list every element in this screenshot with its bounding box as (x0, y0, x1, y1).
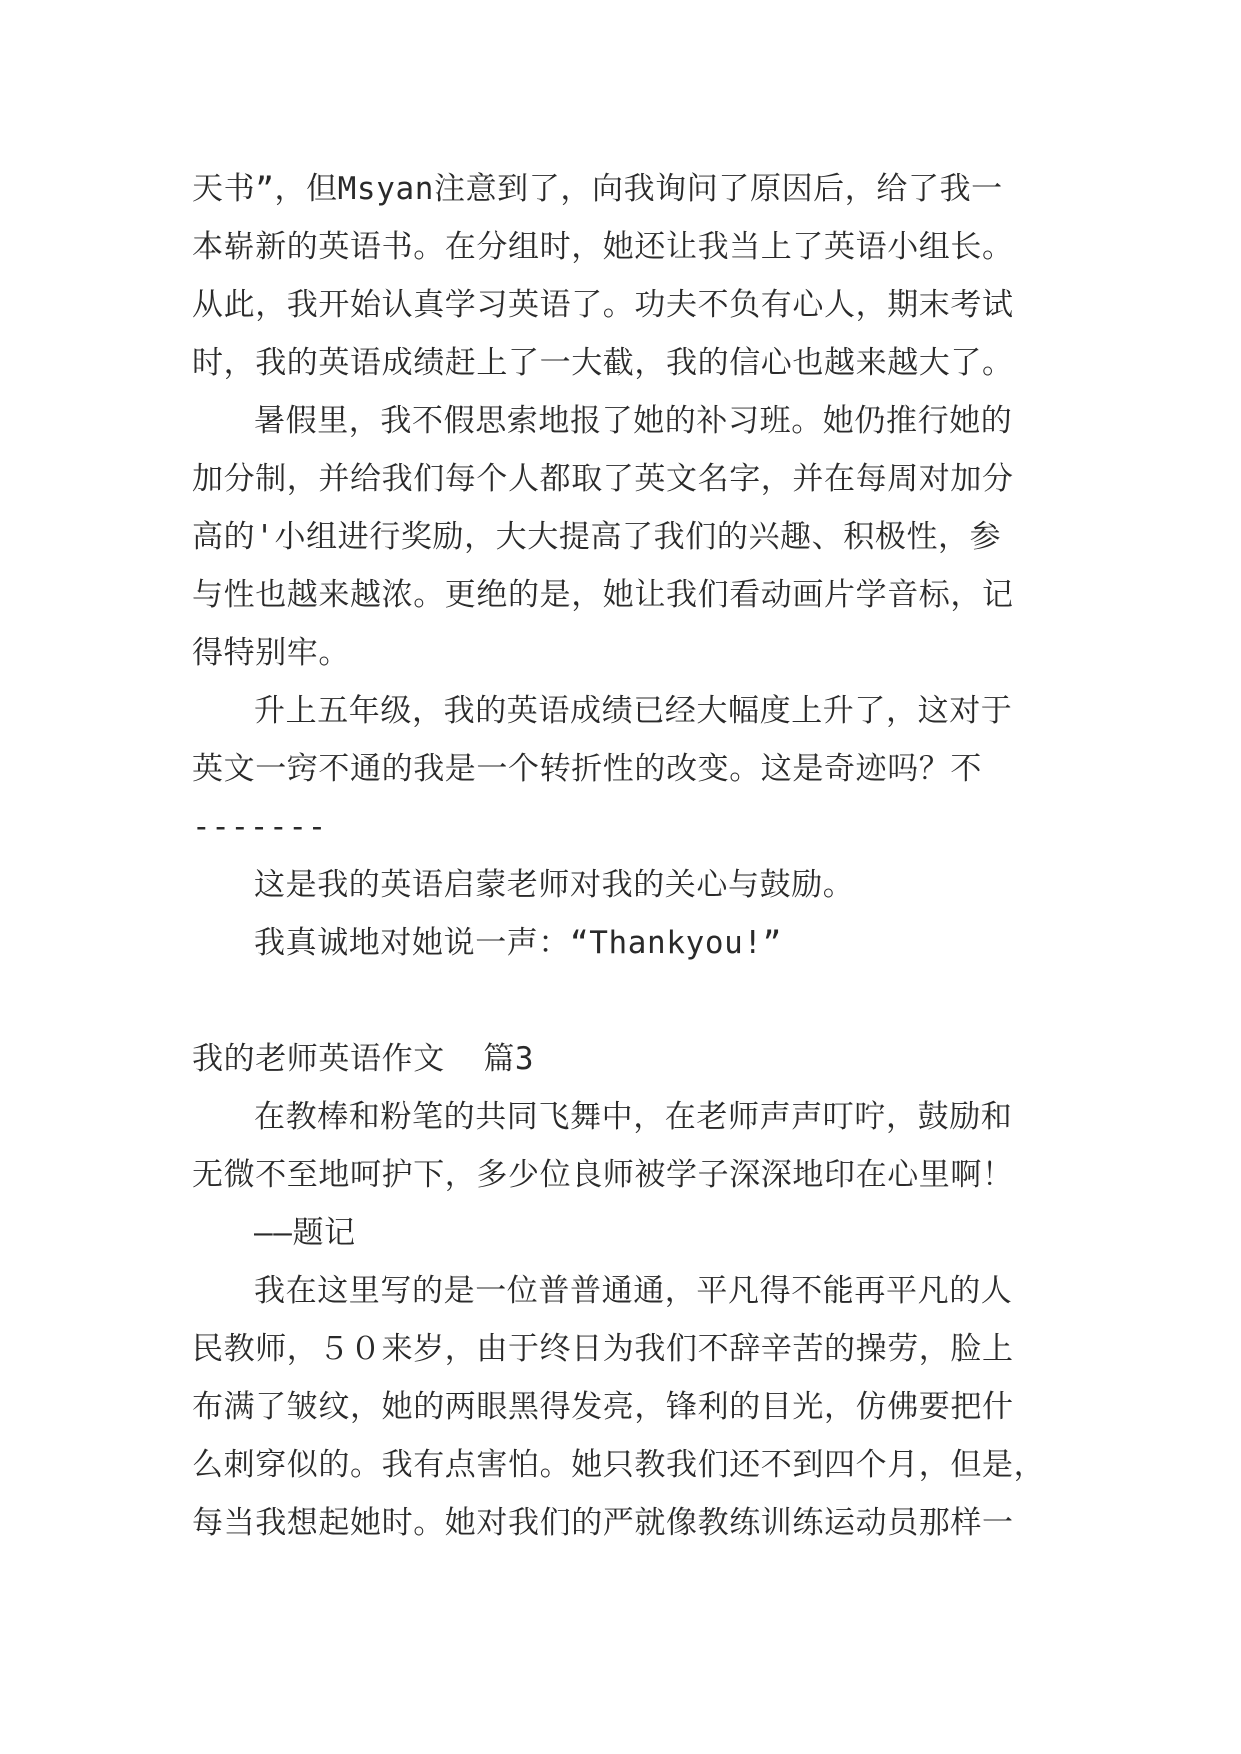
text-line: ------- (192, 809, 327, 845)
text-line: ——题记 (254, 1215, 356, 1251)
text-line: 暑假里，我不假思索地报了她的补习班。她仍推行她的 (254, 403, 1013, 439)
paragraph-summer-class (192, 392, 1072, 682)
paragraph-thanks (192, 914, 1072, 972)
section-spacer (192, 972, 1072, 1030)
text-line: 高的'小组进行奖励，大大提高了我们的兴趣、积极性，参 (192, 519, 1002, 555)
text-line: 英文一窍不通的我是一个转折性的改变。这是奇迹吗？不 (192, 751, 982, 787)
text-line: 这是我的英语启蒙老师对我的关心与鼓励。 (254, 867, 855, 903)
text-line: 我在这里写的是一位普普通通，平凡得不能再平凡的人 (254, 1273, 1013, 1309)
paragraph-intro (192, 1088, 1072, 1204)
paragraph-enlightenment (192, 856, 1072, 914)
text-line: 从此，我开始认真学习英语了。功夫不负有心人，期末考试 (192, 287, 1014, 323)
text-line: 本崭新的英语书。在分组时，她还让我当上了英语小组长。 (192, 229, 1014, 265)
text-line: 得特别牢。 (192, 635, 350, 671)
document-body (192, 160, 1072, 1552)
text-line: 升上五年级，我的英语成绩已经大幅度上升了，这对于 (254, 693, 1013, 729)
text-line: 我真诚地对她说一声：“Thankyou!” (254, 925, 782, 961)
text-line: 民教师，５０来岁，由于终日为我们不辞辛苦的操劳，脸上 (192, 1331, 1014, 1367)
text-line: 在教棒和粉笔的共同飞舞中，在老师声声叮咛，鼓励和 (254, 1099, 1013, 1135)
text-line: 布满了皱纹，她的两眼黑得发亮，锋利的目光，仿佛要把什 (192, 1389, 1014, 1425)
text-line: 与性也越来越浓。更绝的是，她让我们看动画片学音标，记 (192, 577, 1014, 613)
text-line: 无微不至地呵护下，多少位良师被学子深深地印在心里啊！ (192, 1157, 1014, 1193)
text-line: 每当我想起她时。她对我们的严就像教练训练运动员那样一 (192, 1505, 1014, 1541)
text-line: 么刺穿似的。我有点害怕。她只教我们还不到四个月，但是， (192, 1447, 1046, 1483)
text-line: 时，我的英语成绩赶上了一大截，我的信心也越来越大了。 (192, 345, 1014, 381)
text-line: 天书”，但Msyan注意到了，向我询问了原因后，给了我一 (192, 171, 1003, 207)
paragraph-epigraph (192, 1204, 1072, 1262)
text-line: 加分制，并给我们每个人都取了英文名字，并在每周对加分 (192, 461, 1014, 497)
paragraph-continuation (192, 160, 1072, 392)
section-title: 我的老师英语作文 篇3 (192, 1041, 535, 1077)
paragraph-fifth-grade (192, 682, 1072, 856)
paragraph-teacher-description (192, 1262, 1072, 1552)
